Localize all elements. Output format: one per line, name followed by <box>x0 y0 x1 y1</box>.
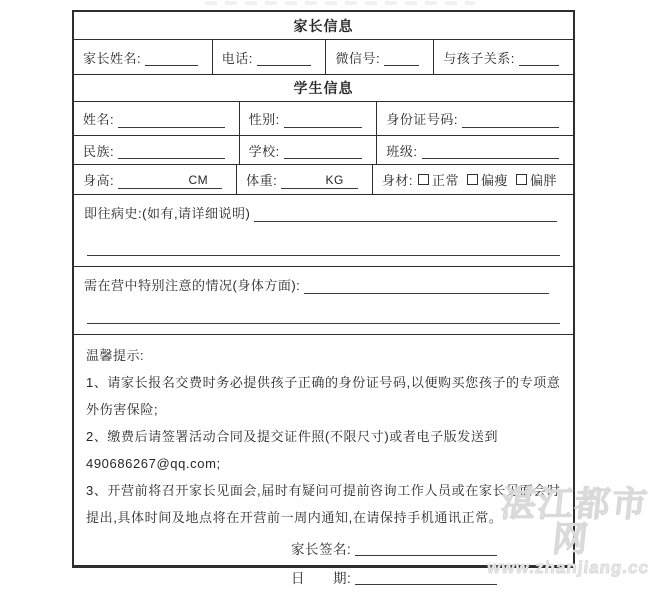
school-label: 学校: <box>248 143 280 159</box>
weight-blank: KG <box>281 171 358 189</box>
tip-item-1: 1、请家长报名交费时务必提供孩子正确的身份证号码,以便购买您孩子的专项意外伤害保险; <box>86 375 561 417</box>
student-row-2 <box>74 136 573 165</box>
class-blank <box>422 141 559 159</box>
name-cell <box>74 102 240 135</box>
name-blank <box>118 110 225 128</box>
phone-cell <box>213 40 327 74</box>
parent-signature-row <box>291 535 503 560</box>
id-number-label: 身份证号码: <box>386 112 458 127</box>
student-row-1 <box>74 102 573 136</box>
phone-blank <box>257 48 312 66</box>
medical-history-blank-2 <box>87 255 560 256</box>
parent-name-label: 家长姓名: <box>83 50 142 66</box>
weight-label: 体重: <box>246 173 278 188</box>
height-blank: CM <box>118 171 222 189</box>
student-info-title: 学生信息 <box>293 80 354 96</box>
body-type-option-fat <box>516 170 557 189</box>
special-attention-blank-1 <box>304 276 549 294</box>
tips-title: 温馨提示: <box>86 348 145 363</box>
student-row-3 <box>74 165 573 195</box>
tip-item-3: 3、开营前将召开家长见面会,届时有疑问可提前咨询工作人员或在家长见面会时提出,具体时间及地点将在开营前一周内通知,在请保持手机通讯正常。 <box>86 483 561 525</box>
relation-blank <box>519 48 559 66</box>
medical-history-blank-1 <box>254 204 557 222</box>
tips-row <box>74 335 573 597</box>
checkbox-normal-icon <box>418 174 429 185</box>
gender-cell <box>240 102 378 135</box>
height-label: 身高: <box>83 173 115 188</box>
body-type-option-thin-label: 偏瘦 <box>480 173 508 188</box>
watermark-site-url: www.zhanjiang.cc <box>486 558 651 577</box>
school-blank <box>284 141 363 159</box>
date-label: 日 期: <box>291 570 352 586</box>
phone-label: 电话: <box>221 50 253 66</box>
parent-name-blank <box>145 48 198 66</box>
ethnicity-cell <box>74 136 240 164</box>
signature-block <box>291 535 503 593</box>
body-type-cell <box>373 165 573 194</box>
id-number-blank <box>462 110 559 128</box>
class-cell <box>377 136 573 164</box>
special-attention-row <box>74 267 573 335</box>
ethnicity-label: 民族: <box>83 143 115 159</box>
body-type-label: 身材: <box>381 173 413 188</box>
class-label: 班级: <box>386 143 418 159</box>
checkbox-thin-icon <box>467 174 478 185</box>
parent-name-cell <box>74 40 213 74</box>
weight-cell <box>237 165 373 194</box>
tip-item-2: 2、缴费后请签署活动合同及提交证件照(不限尺寸)或者电子版发送到 490686267@qq.com; <box>86 429 499 471</box>
parent-signature-blank <box>355 540 497 556</box>
school-cell <box>240 136 378 164</box>
wechat-blank <box>384 48 419 66</box>
gender-blank <box>284 110 363 128</box>
body-type-option-thin <box>467 170 508 189</box>
name-label: 姓名: <box>83 112 115 127</box>
parent-signature-label: 家长签名: <box>291 541 352 557</box>
height-cell <box>74 165 237 194</box>
wechat-cell <box>326 40 434 74</box>
id-number-cell <box>377 102 573 135</box>
body-type-option-fat-label: 偏胖 <box>529 173 557 188</box>
gender-label: 性别: <box>248 112 280 127</box>
body-type-option-normal-label: 正常 <box>431 173 459 188</box>
special-attention-label: 需在营中特别注意的情况(身体方面): <box>84 278 301 293</box>
parent-info-title: 家长信息 <box>293 17 354 34</box>
watermark-site-name: 湛江都市网 <box>498 484 651 560</box>
ethnicity-blank <box>118 141 225 159</box>
scan-artifact <box>205 1 475 5</box>
parent-info-row <box>74 40 573 75</box>
checkbox-fat-icon <box>516 174 527 185</box>
relation-label: 与孩子关系: <box>443 50 515 66</box>
medical-history-label: 即往病史:(如有,请详细说明) <box>84 206 251 221</box>
relation-cell <box>434 40 573 74</box>
parent-info-header <box>74 12 573 40</box>
body-type-option-normal <box>418 170 459 189</box>
date-row <box>291 564 503 589</box>
wechat-label: 微信号: <box>335 50 381 66</box>
date-blank <box>355 569 497 585</box>
student-info-header <box>74 75 573 102</box>
special-attention-blank-2 <box>87 323 560 324</box>
medical-history-row <box>74 195 573 267</box>
